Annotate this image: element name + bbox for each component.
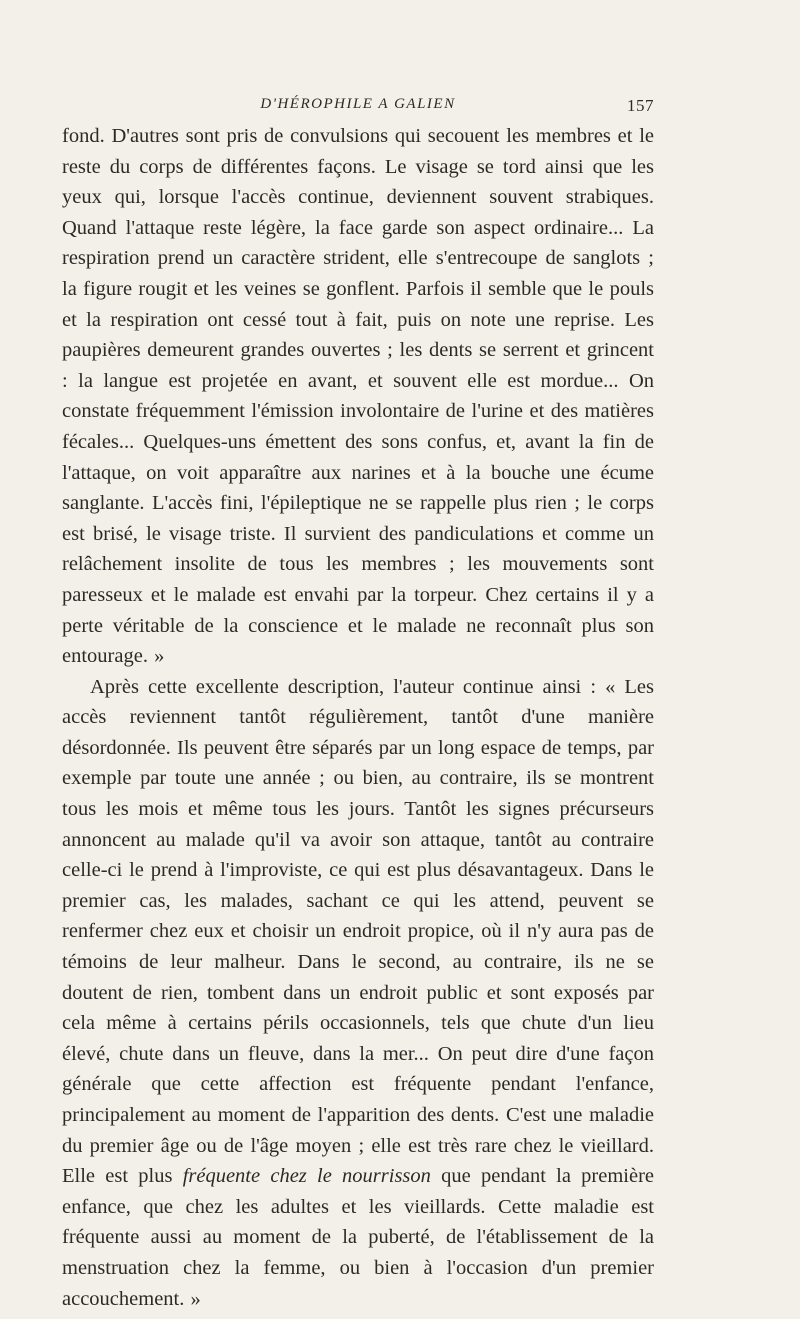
paragraph-text-after-italic: que pendant la première enfance, que chez les adultes et les vieillards. Cette maladie est fréquente aussi au moment de la puberté, de l'établissement de la menstruation chez la femme, ou bien à l'occasion d'un premier accouchement. » [62,1165,655,1310]
paragraph-text-before-italic: Après cette excellente description, l'auteur continue ainsi : « Les accès reviennent tantôt régulièrement, tantôt d'une manière désordonnée. Ils peuvent être séparés par un long espace de temps, par exemple par toute une année ; ou bien, au contraire, ils se montrent tous les mois et même tous les jours. Tantôt les signes précurseurs annoncent au malade qu'il va avoir son attaque, tantôt au contraire celle-ci le prend à l'improviste, ce qui est plus désavantageux. Dans le premier cas, les malades, sachant ce qui les attend, peuvent se renfermer chez eux et choisir un endroit propice, où il n'y aura pas de témoins de leur malheur. Dans le second, au contraire, ils ne se doutent de rien, tombent dans un endroit public et sont exposés par cela même à certains périls occasionnels, tels que chute d'un lieu élevé, chute dans un fleuve, dans la mer... On peut dire d'une façon générale que cette affection est fréquente pendant l'enfance, principalement au moment de l'apparition des dents. C'est une maladie du premier âge ou de l'âge moyen ; elle est très rare chez le vieillard. Elle est plus [62,675,654,1188]
running-header [62,96,654,120]
running-title: D'HÉROPHILE A GALIEN [260,96,456,112]
italic-phrase: fréquente chez le nourrisson [182,1165,431,1188]
paragraph-continuation: fond. D'autres sont pris de convulsions qui secouent les membres et le reste du corps de différentes façons. Le visage se tord ainsi que les yeux qui, lorsque l'accès continue, deviennent souvent strabiques. Quand l'attaque reste légère, la face garde son aspect ordinaire... La respiration prend un caractère strident, elle s'entrecoupe de sanglots ; la figure rougit et les veines se gonflent. Parfois il semble que le pouls et la respiration ont cessé tout à fait, puis on note une reprise. Les paupières demeurent grandes ouvertes ; les dents se serrent et grincent : la langue est projetée en avant, et souvent elle est mordue... On constate fréquemment l'émission involontaire de l'urine et des matières fécales... Quelques-uns émettent des sons confus, et, avant la fin de l'attaque, on voit apparaître aux narines et à la bouche une écume sanglante. L'accès fini, l'épileptique ne se rappelle plus rien ; le corps est brisé, le visage triste. Il survient des pandiculations et comme un relâchement insolite de tous les membres ; les mouvements sont paresseux et le malade est envahi par la torpeur. Chez certains il y a perte véritable de la conscience et le malade ne reconnaît plus son entourage. » [62,125,654,668]
body-text [62,121,654,1314]
page-number: 157 [627,96,654,115]
paragraph-description [62,672,654,1314]
